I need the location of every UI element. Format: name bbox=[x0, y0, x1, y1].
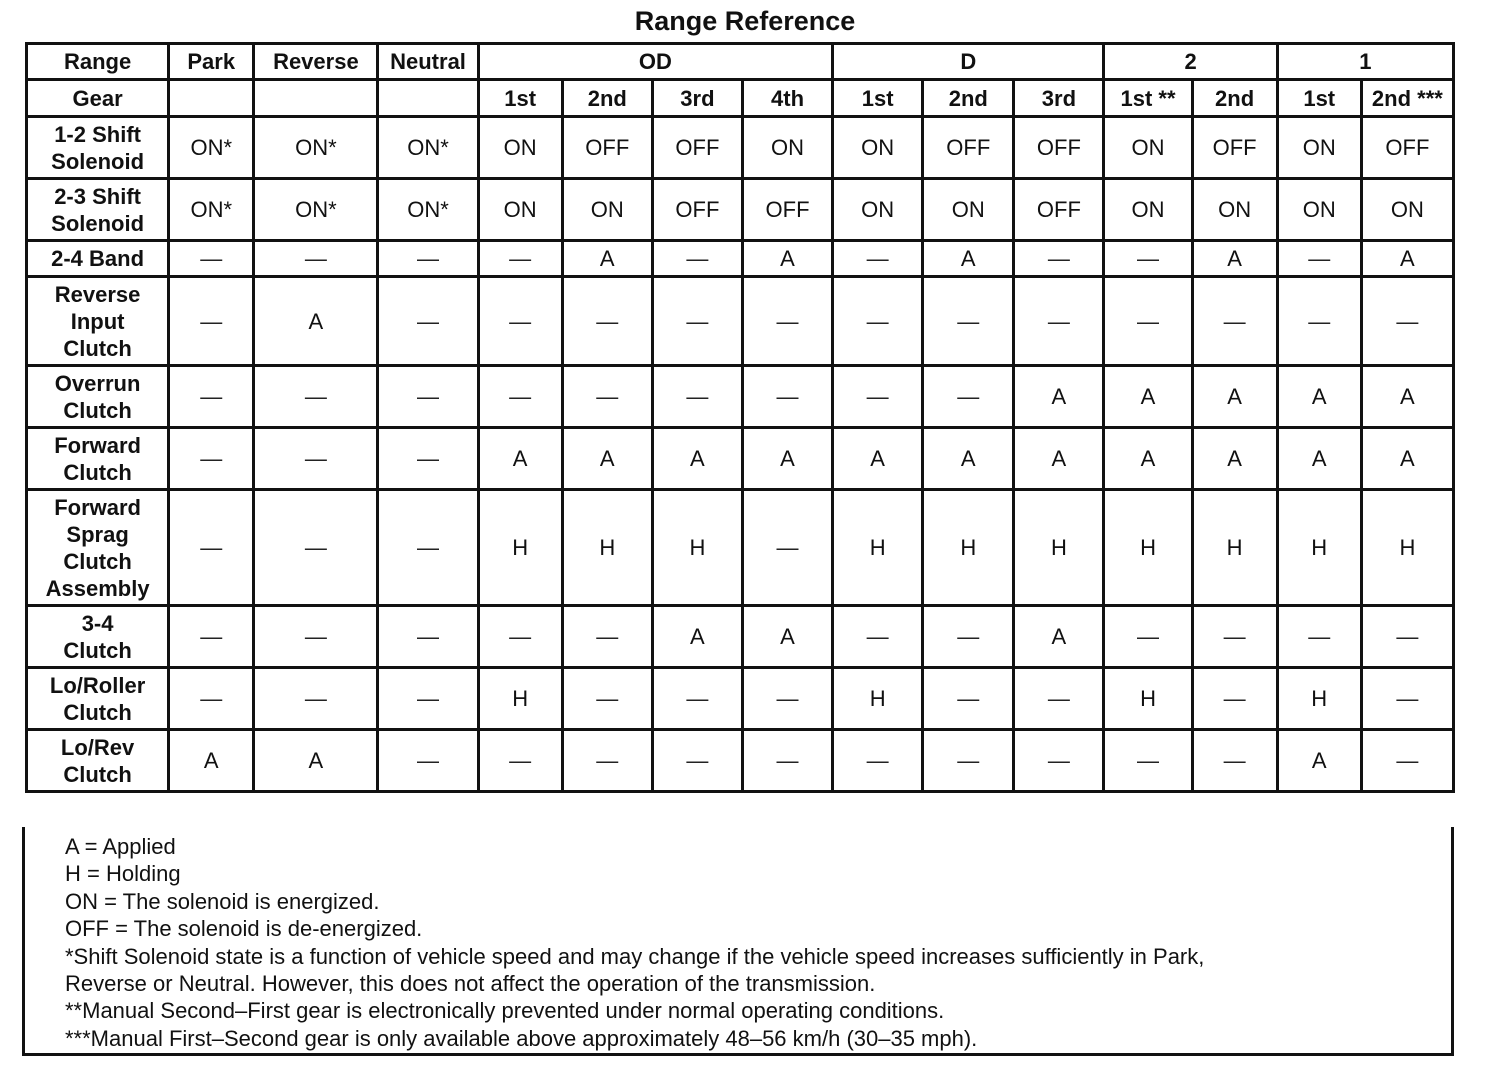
table-cell: OFF bbox=[742, 179, 832, 241]
row-label-line: 2-4 Band bbox=[51, 246, 145, 271]
table-cell: ON bbox=[478, 117, 562, 179]
table-cell: ON* bbox=[169, 117, 254, 179]
table-cell: OFF bbox=[652, 117, 742, 179]
table-cell: A bbox=[1361, 428, 1453, 490]
table-cell: — bbox=[742, 668, 832, 730]
table-cell: — bbox=[833, 730, 923, 792]
range-header-reverse: Reverse bbox=[254, 44, 378, 80]
table-cell: OFF bbox=[562, 117, 652, 179]
table-cell: — bbox=[378, 490, 478, 606]
row-label bbox=[27, 117, 169, 179]
legend-line: ***Manual First–Second gear is only available above approximately 48–56 km/h (30–35 mph). bbox=[65, 1025, 978, 1051]
table-cell: H bbox=[652, 490, 742, 606]
table-cell: — bbox=[378, 277, 478, 366]
table-cell: — bbox=[742, 730, 832, 792]
table-cell: — bbox=[1277, 241, 1361, 277]
legend-line: OFF = The solenoid is de-energized. bbox=[65, 916, 423, 942]
table-cell: — bbox=[254, 490, 378, 606]
table-cell: — bbox=[378, 428, 478, 490]
table-cell: A bbox=[254, 730, 378, 792]
table-cell: A bbox=[169, 730, 254, 792]
gear-header-cell: 1st bbox=[478, 80, 562, 117]
gear-header-cell: 2nd *** bbox=[1361, 80, 1453, 117]
range-header-row bbox=[27, 44, 1454, 80]
table-cell: — bbox=[1014, 241, 1104, 277]
table-cell: — bbox=[562, 668, 652, 730]
table-cell: A bbox=[923, 428, 1014, 490]
table-row bbox=[27, 241, 1454, 277]
table-cell: ON bbox=[833, 117, 923, 179]
table-cell: A bbox=[1361, 241, 1453, 277]
table-row bbox=[27, 179, 1454, 241]
row-label-line: 1-2 Shift bbox=[54, 121, 141, 147]
row-label bbox=[27, 241, 169, 277]
row-label bbox=[27, 179, 169, 241]
table-cell: A bbox=[562, 241, 652, 277]
table-cell: — bbox=[378, 366, 478, 428]
table-cell: OFF bbox=[923, 117, 1014, 179]
row-label-line: 3-4 bbox=[81, 610, 114, 636]
table-cell: ON bbox=[1104, 179, 1192, 241]
table-cell: — bbox=[1192, 730, 1277, 792]
table-cell: — bbox=[652, 277, 742, 366]
table-cell: — bbox=[1277, 606, 1361, 668]
table-cell: — bbox=[652, 668, 742, 730]
gear-header-cell: 4th bbox=[742, 80, 832, 117]
table-cell: ON bbox=[923, 179, 1014, 241]
table-cell: A bbox=[1277, 730, 1361, 792]
gear-header-cell: 1st ** bbox=[1104, 80, 1192, 117]
table-cell: — bbox=[169, 490, 254, 606]
gear-header-cell: 3rd bbox=[652, 80, 742, 117]
row-label bbox=[27, 428, 169, 490]
range-header-label: Range bbox=[27, 44, 169, 80]
table-cell: ON* bbox=[254, 117, 378, 179]
table-row bbox=[27, 606, 1454, 668]
table-cell: ON bbox=[562, 179, 652, 241]
row-label-line: Clutch bbox=[63, 335, 132, 361]
table-cell: ON bbox=[1192, 179, 1277, 241]
gear-header-cell bbox=[169, 80, 254, 117]
table-cell: A bbox=[742, 606, 832, 668]
table-cell: A bbox=[1014, 366, 1104, 428]
table-cell: A bbox=[652, 428, 742, 490]
legend-line: Reverse or Neutral. However, this does not affect the operation of the transmission. bbox=[65, 971, 876, 997]
row-label-line: Overrun bbox=[54, 370, 141, 396]
gear-header-cell: 1st bbox=[833, 80, 923, 117]
table-cell: — bbox=[254, 241, 378, 277]
row-label bbox=[27, 730, 169, 792]
range-header-d: D bbox=[833, 44, 1104, 80]
table-cell: H bbox=[1277, 490, 1361, 606]
gear-header-cell bbox=[378, 80, 478, 117]
table-cell: A bbox=[1192, 366, 1277, 428]
table-cell: — bbox=[923, 606, 1014, 668]
row-label-line: Clutch bbox=[63, 548, 132, 574]
range-header-park: Park bbox=[169, 44, 254, 80]
table-cell: — bbox=[1192, 668, 1277, 730]
row-label-line: 2-3 Shift bbox=[54, 183, 141, 209]
table-cell: OFF bbox=[1361, 117, 1453, 179]
gear-header-row bbox=[27, 80, 1454, 117]
table-row bbox=[27, 730, 1454, 792]
legend-line: A = Applied bbox=[65, 834, 176, 859]
table-cell: — bbox=[1104, 241, 1192, 277]
row-label-line: Clutch bbox=[63, 397, 132, 423]
table-row bbox=[27, 277, 1454, 366]
table-cell: A bbox=[1014, 606, 1104, 668]
table-cell: — bbox=[833, 241, 923, 277]
table-cell: — bbox=[254, 366, 378, 428]
table-cell: — bbox=[923, 366, 1014, 428]
table-cell: A bbox=[1014, 428, 1104, 490]
table-cell: ON bbox=[1104, 117, 1192, 179]
table-cell: ON* bbox=[169, 179, 254, 241]
row-label-line: Forward bbox=[54, 432, 141, 458]
table-cell: — bbox=[478, 277, 562, 366]
row-label-line: Solenoid bbox=[51, 210, 145, 236]
range-reference-table bbox=[25, 42, 1455, 793]
table-cell: — bbox=[742, 366, 832, 428]
gear-header-cell: 1st bbox=[1277, 80, 1361, 117]
table-cell: A bbox=[1361, 366, 1453, 428]
table-cell: H bbox=[1014, 490, 1104, 606]
legend-line: H = Holding bbox=[65, 861, 181, 887]
legend-text bbox=[65, 833, 1204, 1052]
table-cell: — bbox=[169, 606, 254, 668]
table-cell: H bbox=[478, 490, 562, 606]
table-cell: — bbox=[742, 490, 832, 606]
table-cell: — bbox=[562, 730, 652, 792]
table-cell: — bbox=[562, 606, 652, 668]
table-cell: — bbox=[378, 730, 478, 792]
table-cell: — bbox=[169, 366, 254, 428]
table-cell: ON bbox=[1277, 179, 1361, 241]
table-cell: — bbox=[742, 277, 832, 366]
table-cell: H bbox=[923, 490, 1014, 606]
table-cell: — bbox=[923, 277, 1014, 366]
table-cell: A bbox=[1277, 366, 1361, 428]
table-cell: — bbox=[478, 241, 562, 277]
table-cell: — bbox=[562, 366, 652, 428]
table-cell: A bbox=[562, 428, 652, 490]
page-title: Range Reference bbox=[634, 6, 856, 36]
table-cell: A bbox=[1192, 241, 1277, 277]
table-cell: — bbox=[169, 428, 254, 490]
legend-line: *Shift Solenoid state is a function of vehicle speed and may change if the vehicle speed increases sufficiently in Park, bbox=[65, 943, 1205, 969]
row-label bbox=[27, 490, 169, 606]
table-cell: A bbox=[478, 428, 562, 490]
table-cell: — bbox=[254, 606, 378, 668]
table-row bbox=[27, 490, 1454, 606]
range-header-neutral: Neutral bbox=[378, 44, 478, 80]
table-cell: — bbox=[478, 606, 562, 668]
row-label-line: Lo/Roller bbox=[49, 672, 146, 698]
table-cell: — bbox=[1361, 277, 1453, 366]
table-cell: A bbox=[1104, 428, 1192, 490]
table-cell: A bbox=[833, 428, 923, 490]
row-label bbox=[27, 277, 169, 366]
row-label-line: Lo/Rev bbox=[60, 734, 135, 760]
row-label-line: Assembly bbox=[45, 575, 150, 601]
table-cell: ON bbox=[833, 179, 923, 241]
table-cell: — bbox=[923, 668, 1014, 730]
table-cell: H bbox=[1104, 668, 1192, 730]
table-cell: H bbox=[833, 490, 923, 606]
table-cell: — bbox=[1192, 606, 1277, 668]
range-header-2: 2 bbox=[1104, 44, 1277, 80]
gear-header-label: Gear bbox=[27, 80, 169, 117]
legend-line: ON = The solenoid is energized. bbox=[65, 888, 380, 914]
table-cell: — bbox=[1014, 277, 1104, 366]
table-cell: — bbox=[833, 277, 923, 366]
legend-line: **Manual Second–First gear is electronically prevented under normal operating conditions. bbox=[65, 998, 945, 1024]
gear-header-cell: 2nd bbox=[923, 80, 1014, 117]
table-cell: A bbox=[742, 241, 832, 277]
table-cell: A bbox=[1104, 366, 1192, 428]
table-cell: — bbox=[169, 277, 254, 366]
row-label-line: Clutch bbox=[63, 459, 132, 485]
table-cell: ON bbox=[1277, 117, 1361, 179]
table-cell: — bbox=[652, 366, 742, 428]
table-cell: ON bbox=[478, 179, 562, 241]
row-label-line: Clutch bbox=[63, 637, 132, 663]
row-label-line: Reverse bbox=[54, 281, 141, 307]
table-cell: A bbox=[1277, 428, 1361, 490]
table-cell: H bbox=[1361, 490, 1453, 606]
table-cell: — bbox=[169, 668, 254, 730]
table-cell: — bbox=[652, 241, 742, 277]
table-cell: OFF bbox=[1192, 117, 1277, 179]
table-row bbox=[27, 366, 1454, 428]
table-cell: A bbox=[742, 428, 832, 490]
table-row bbox=[27, 668, 1454, 730]
table-cell: — bbox=[1104, 606, 1192, 668]
table-cell: — bbox=[1014, 730, 1104, 792]
table-cell: OFF bbox=[652, 179, 742, 241]
row-label-line: Clutch bbox=[63, 699, 132, 725]
gear-header-cell bbox=[254, 80, 378, 117]
table-cell: H bbox=[1277, 668, 1361, 730]
table-cell: A bbox=[923, 241, 1014, 277]
table-cell: — bbox=[1104, 730, 1192, 792]
row-label bbox=[27, 366, 169, 428]
table-cell: OFF bbox=[1014, 117, 1104, 179]
table-cell: H bbox=[833, 668, 923, 730]
table-cell: OFF bbox=[1014, 179, 1104, 241]
table-cell: — bbox=[478, 366, 562, 428]
table-cell: — bbox=[652, 730, 742, 792]
table-cell: H bbox=[1192, 490, 1277, 606]
row-label-line: Forward bbox=[54, 494, 141, 520]
table-cell: — bbox=[169, 241, 254, 277]
table-cell: H bbox=[478, 668, 562, 730]
row-label bbox=[27, 668, 169, 730]
table-row bbox=[27, 428, 1454, 490]
table-cell: ON* bbox=[254, 179, 378, 241]
table-cell: A bbox=[1192, 428, 1277, 490]
table-cell: — bbox=[378, 241, 478, 277]
table-cell: — bbox=[562, 277, 652, 366]
table-cell: ON* bbox=[378, 179, 478, 241]
legend-box bbox=[22, 827, 1454, 1056]
row-label bbox=[27, 606, 169, 668]
table-cell: A bbox=[652, 606, 742, 668]
row-label-line: Input bbox=[70, 308, 125, 334]
table-cell: — bbox=[833, 366, 923, 428]
table-cell: — bbox=[1104, 277, 1192, 366]
table-cell: — bbox=[833, 606, 923, 668]
table-cell: A bbox=[254, 277, 378, 366]
table-cell: — bbox=[378, 668, 478, 730]
table-cell: ON bbox=[742, 117, 832, 179]
row-label-line: Clutch bbox=[63, 761, 132, 787]
table-cell: — bbox=[1192, 277, 1277, 366]
row-label-line: Sprag bbox=[66, 521, 129, 547]
table-cell: — bbox=[254, 428, 378, 490]
table-cell: ON* bbox=[378, 117, 478, 179]
gear-header-cell: 2nd bbox=[562, 80, 652, 117]
table-cell: — bbox=[478, 730, 562, 792]
table-cell: — bbox=[254, 668, 378, 730]
gear-header-cell: 3rd bbox=[1014, 80, 1104, 117]
row-label-line: Solenoid bbox=[51, 148, 145, 174]
table-cell: H bbox=[562, 490, 652, 606]
table-cell: H bbox=[1104, 490, 1192, 606]
table-cell: — bbox=[1277, 277, 1361, 366]
table-cell: ON bbox=[1361, 179, 1453, 241]
range-header-od: OD bbox=[478, 44, 832, 80]
table-cell: — bbox=[1361, 730, 1453, 792]
gear-header-cell: 2nd bbox=[1192, 80, 1277, 117]
table-cell: — bbox=[923, 730, 1014, 792]
table-cell: — bbox=[1361, 606, 1453, 668]
table-row bbox=[27, 117, 1454, 179]
table-cell: — bbox=[378, 606, 478, 668]
table-cell: — bbox=[1361, 668, 1453, 730]
table-cell: — bbox=[1014, 668, 1104, 730]
range-header-1: 1 bbox=[1277, 44, 1453, 80]
